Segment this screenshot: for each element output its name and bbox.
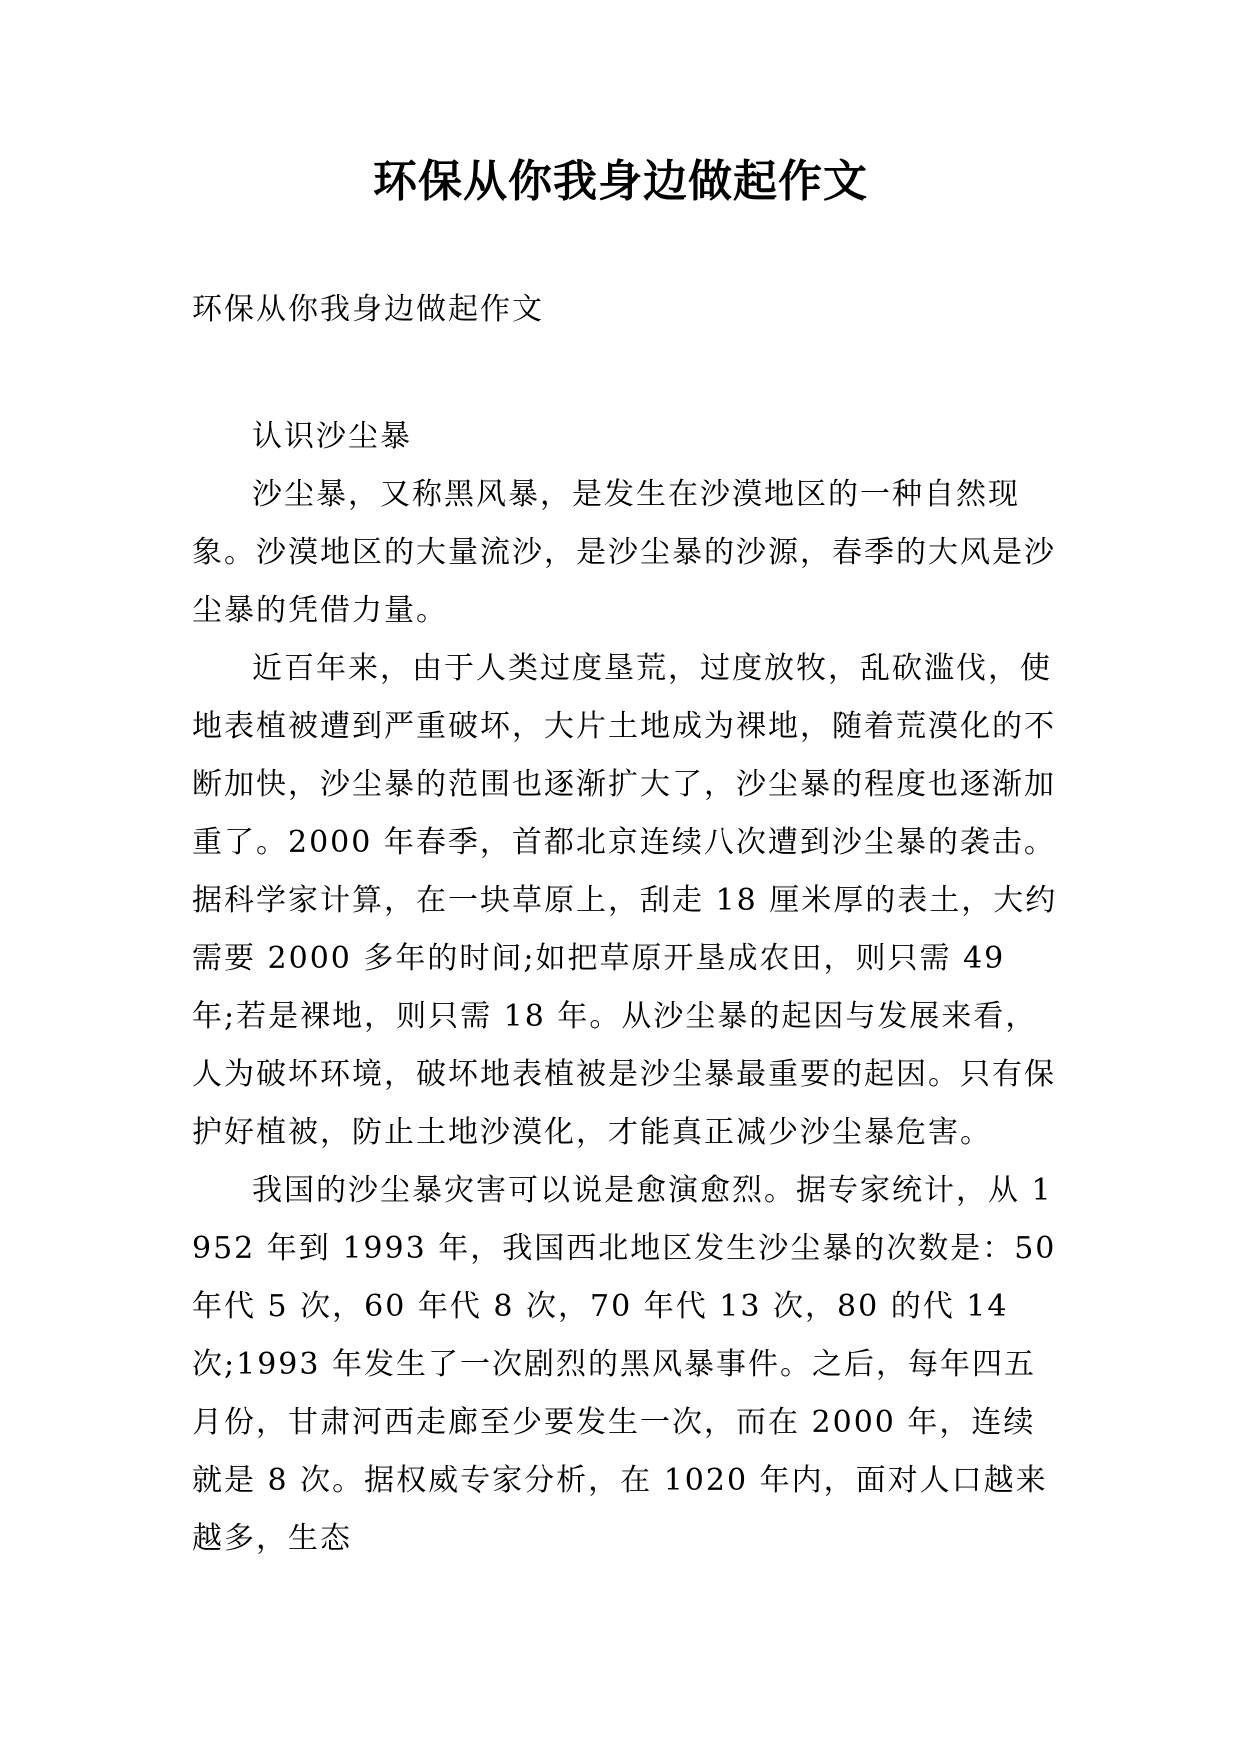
paragraph: 近百年来，由于人类过度垦荒，过度放牧，乱砍滥伐，使地表植被遭到严重破坏，大片土地成为裸地，随着荒漠化的不断加快，沙尘暴的范围也逐渐扩大了，沙尘暴的程度也逐渐加重了。2000 年春季，首都北京连续八次遭到沙尘暴的袭击。据科学家计算，在一块草原上，刮走 18 厘米厚的表土，大约需要 2000 多年的时间;如把草原开垦成农田，则只需 49 年;若是裸地，则只需 18 年。从沙尘暴的起因与发展来看，人为破坏环境，破坏地表植被是沙尘暴最重要的起因。只有保护好植被，防止土地沙漠化，才能真正减少沙尘暴危害。 (192, 651, 1058, 1150)
paragraph: 我国的沙尘暴灾害可以说是愈演愈烈。据专家统计，从 1952 年到 1993 年，我国西北地区发生沙尘暴的次数是：50 年代 5 次，60 年代 8 次，70 年代 13 次，80 的代 14 次;1993 年发生了一次剧烈的黑风暴事件。之后，每年四五月份，甘肃河西走廊至少要发生一次，而在 2000 年，连续就是 8 次。据权威专家分析，在 1020 年内，面对人口越来越多，生态 (192, 1173, 1057, 1556)
section-heading: 认识沙尘暴 (252, 419, 412, 454)
paragraph: 沙尘暴，又称黑风暴，是发生在沙漠地区的一种自然现象。沙漠地区的大量流沙，是沙尘暴的沙源，春季的大风是沙尘暴的凭借力量。 (192, 477, 1056, 628)
document-subtitle: 环保从你我身边做起作文 (192, 292, 544, 327)
document-title: 环保从你我身边做起作文 (373, 156, 868, 207)
document-body (192, 408, 1060, 1568)
